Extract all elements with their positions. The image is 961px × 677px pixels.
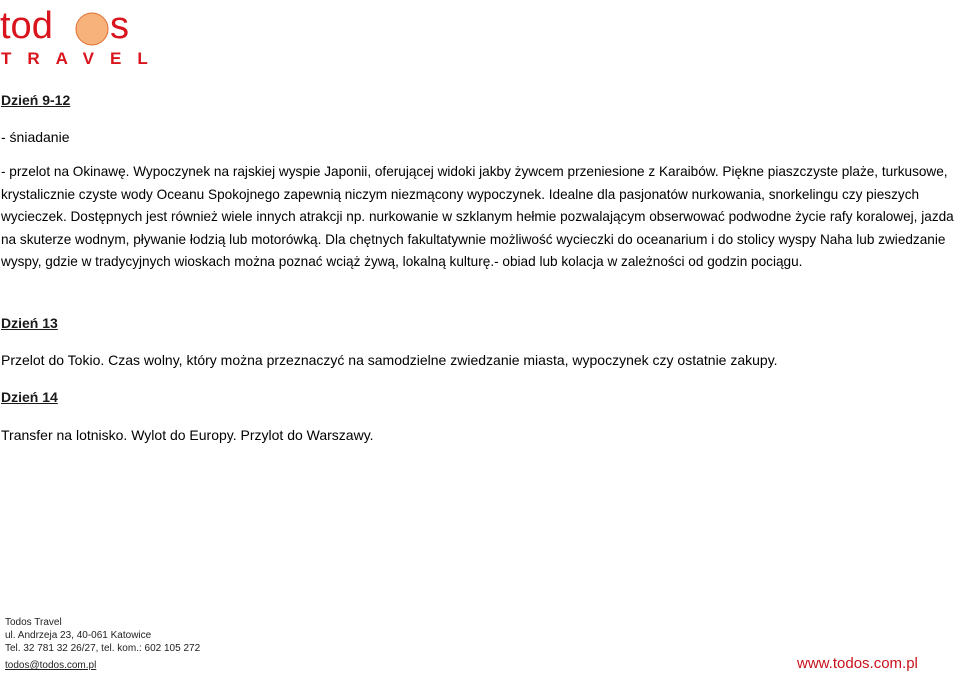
footer-website-link[interactable]: www.todos.com.pl: [797, 655, 918, 672]
footer-phone: Tel. 32 781 32 26/27, tel. kom.: 602 105 272: [5, 643, 201, 654]
day-heading: Dzień 14: [1, 389, 58, 405]
logo-text-s: s: [110, 5, 129, 47]
day-heading: Dzień 13: [1, 315, 58, 331]
footer-address: ul. Andrzeja 23, 40-061 Katowice: [5, 630, 152, 641]
footer-company: Todos Travel: [5, 617, 62, 628]
day-heading: Dzień 9-12: [1, 92, 71, 108]
logo-subtitle: TRAVEL: [1, 49, 164, 68]
day-description: - przelot na Okinawę. Wypoczynek na rajskiej wyspie Japonii, oferującej widoki jakby żywcem przeniesione z Karaibów. Piękne piaszczyste plaże, turkusowe, krystalicznie czyste wody Oceanu Spokojnego zapewnią niczym niezmącony wypoczynek. Idealne dla pasjonatów nurkowania, snorkelingu czy pieszych wycieczek. Dostępnych jest również wiele innych atrakcji np. nurkowanie w szklanym hełmie pozwalającym obserwować podwodne życie rafy koralowej, jazda na skuterze wodnym, pływanie łodzią lub motorówką. Dla chętnych fakultatywnie możliwość wycieczki do oceanarium i do stolicy wyspy Naha lub zwiedzanie wyspy, gdzie w tradycyjnych wioskach można poznać wciąż żywą, lokalną kulturę.- obiad lub kolacja w zależności od godzin pociągu.: [1, 164, 954, 269]
breakfast-line: - śniadanie: [1, 129, 70, 145]
footer-email-link[interactable]: todos@todos.com.pl: [5, 660, 97, 671]
day-description: Przelot do Tokio. Czas wolny, który można przeznaczyć na samodzielne zwiedzanie miasta, wypoczynek czy ostatnie zakupy.: [1, 352, 778, 368]
logo-text: tod: [0, 5, 53, 47]
todos-travel-logo: [0, 0, 164, 70]
day-description: Transfer na lotnisko. Wylot do Europy. Przylot do Warszawy.: [1, 427, 374, 443]
